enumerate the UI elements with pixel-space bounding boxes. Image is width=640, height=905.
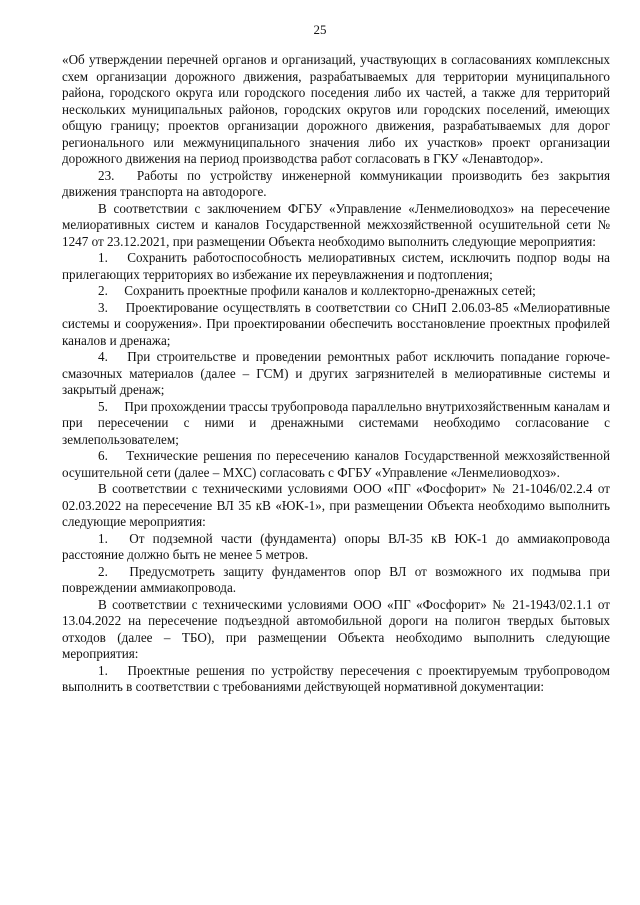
paragraph: В соответствии с техническими условиями ООО «ПГ «Фосфорит» № 21-1943/02.1.1 от 13.04.2022 на пересечение подъездной автомобильной дороги на полигон твердых бытовых отходов (далее – ТБО), при размещении Объекта необходимо выполнить следующие мероприятия:	[62, 596, 610, 661]
paragraph: В соответствии с техническими условиями ООО «ПГ «Фосфорит» № 21-1046/02.2.4 от 02.03.2022 на пересечение ВЛ 35 кВ «ЮК-1», при размещении Объекта необходимо выполнить следующие мероприятия:	[62, 481, 610, 529]
paragraph: «Об утверждении перечней органов и организаций, участвующих в согласованиях комплексных схем организации дорожного движения, разрабатываемых для территории муниципального района, городского округа или городского поседения либо их частей, а также для территорий нескольких муниципальных районов, городских округов или городских поселений, имеющих общую границу; проектов организации дорожного движения, разрабатываемых для дорог регионального или межмуниципального значения либо их участков» проект организации дорожного движения на период производства работ согласовать в ГКУ «Ленавтодор».	[62, 52, 610, 166]
list-item: 6. Технические решения по пересечению каналов Государственной межхозяйственной осушительной сети (далее – МХС) согласовать с ФГБУ «Управление «Ленмелиоводхоз».	[62, 448, 610, 480]
list-item: 1. Сохранить работоспособность мелиоративных систем, исключить подпор воды на прилегающих территориях во избежание их переувлажнения и подтопления;	[62, 250, 610, 282]
paragraph: В соответствии с заключением ФГБУ «Управление «Ленмелиоводхоз» на пересечение мелиоративных систем и каналов Государственной межхозяйственной осушительной сети № 1247 от 23.12.2021, при размещении Объекта необходимо выполнить следующие мероприятия:	[62, 200, 610, 249]
list-item: 4. При строительстве и проведении ремонтных работ исключить попадание горюче-смазочных материалов (далее – ГСМ) и других загрязнителей в мелиоративные системы и закрытый дренаж;	[62, 349, 610, 397]
list-item: 5. При прохождении трассы трубопровода параллельно внутрихозяйственным каналам и при пересечении с ними и дренажными системами необходимо согласование с землепользователем;	[62, 398, 610, 447]
page-number: 25	[313, 22, 327, 37]
list-item: 1. Проектные решения по устройству пересечения с проектируемым трубопроводом выполнить в соответствии с требованиями действующей нормативной документации:	[62, 662, 610, 694]
list-item: 2. Сохранить проектные профили каналов и коллекторно-дренажных сетей;	[98, 283, 536, 298]
list-item: 1. От подземной части (фундамента) опоры ВЛ-35 кВ ЮК-1 до аммиакопровода расстояние должно быть не менее 5 метров.	[62, 530, 610, 562]
list-item: 2. Предусмотреть защиту фундаментов опор ВЛ от возможного их подмыва при повреждении аммиакопровода.	[62, 563, 610, 595]
list-item: 3. Проектирование осуществлять в соответствии со СНиП 2.06.03-85 «Мелиоративные системы и сооружения». При проектировании обеспечить восстановление проектных профилей каналов и дренажа;	[62, 299, 610, 348]
paragraph: 23. Работы по устройству инженерной коммуникации производить без закрытия движения транспорта на автодороге.	[62, 167, 610, 199]
document-body	[62, 52, 610, 696]
